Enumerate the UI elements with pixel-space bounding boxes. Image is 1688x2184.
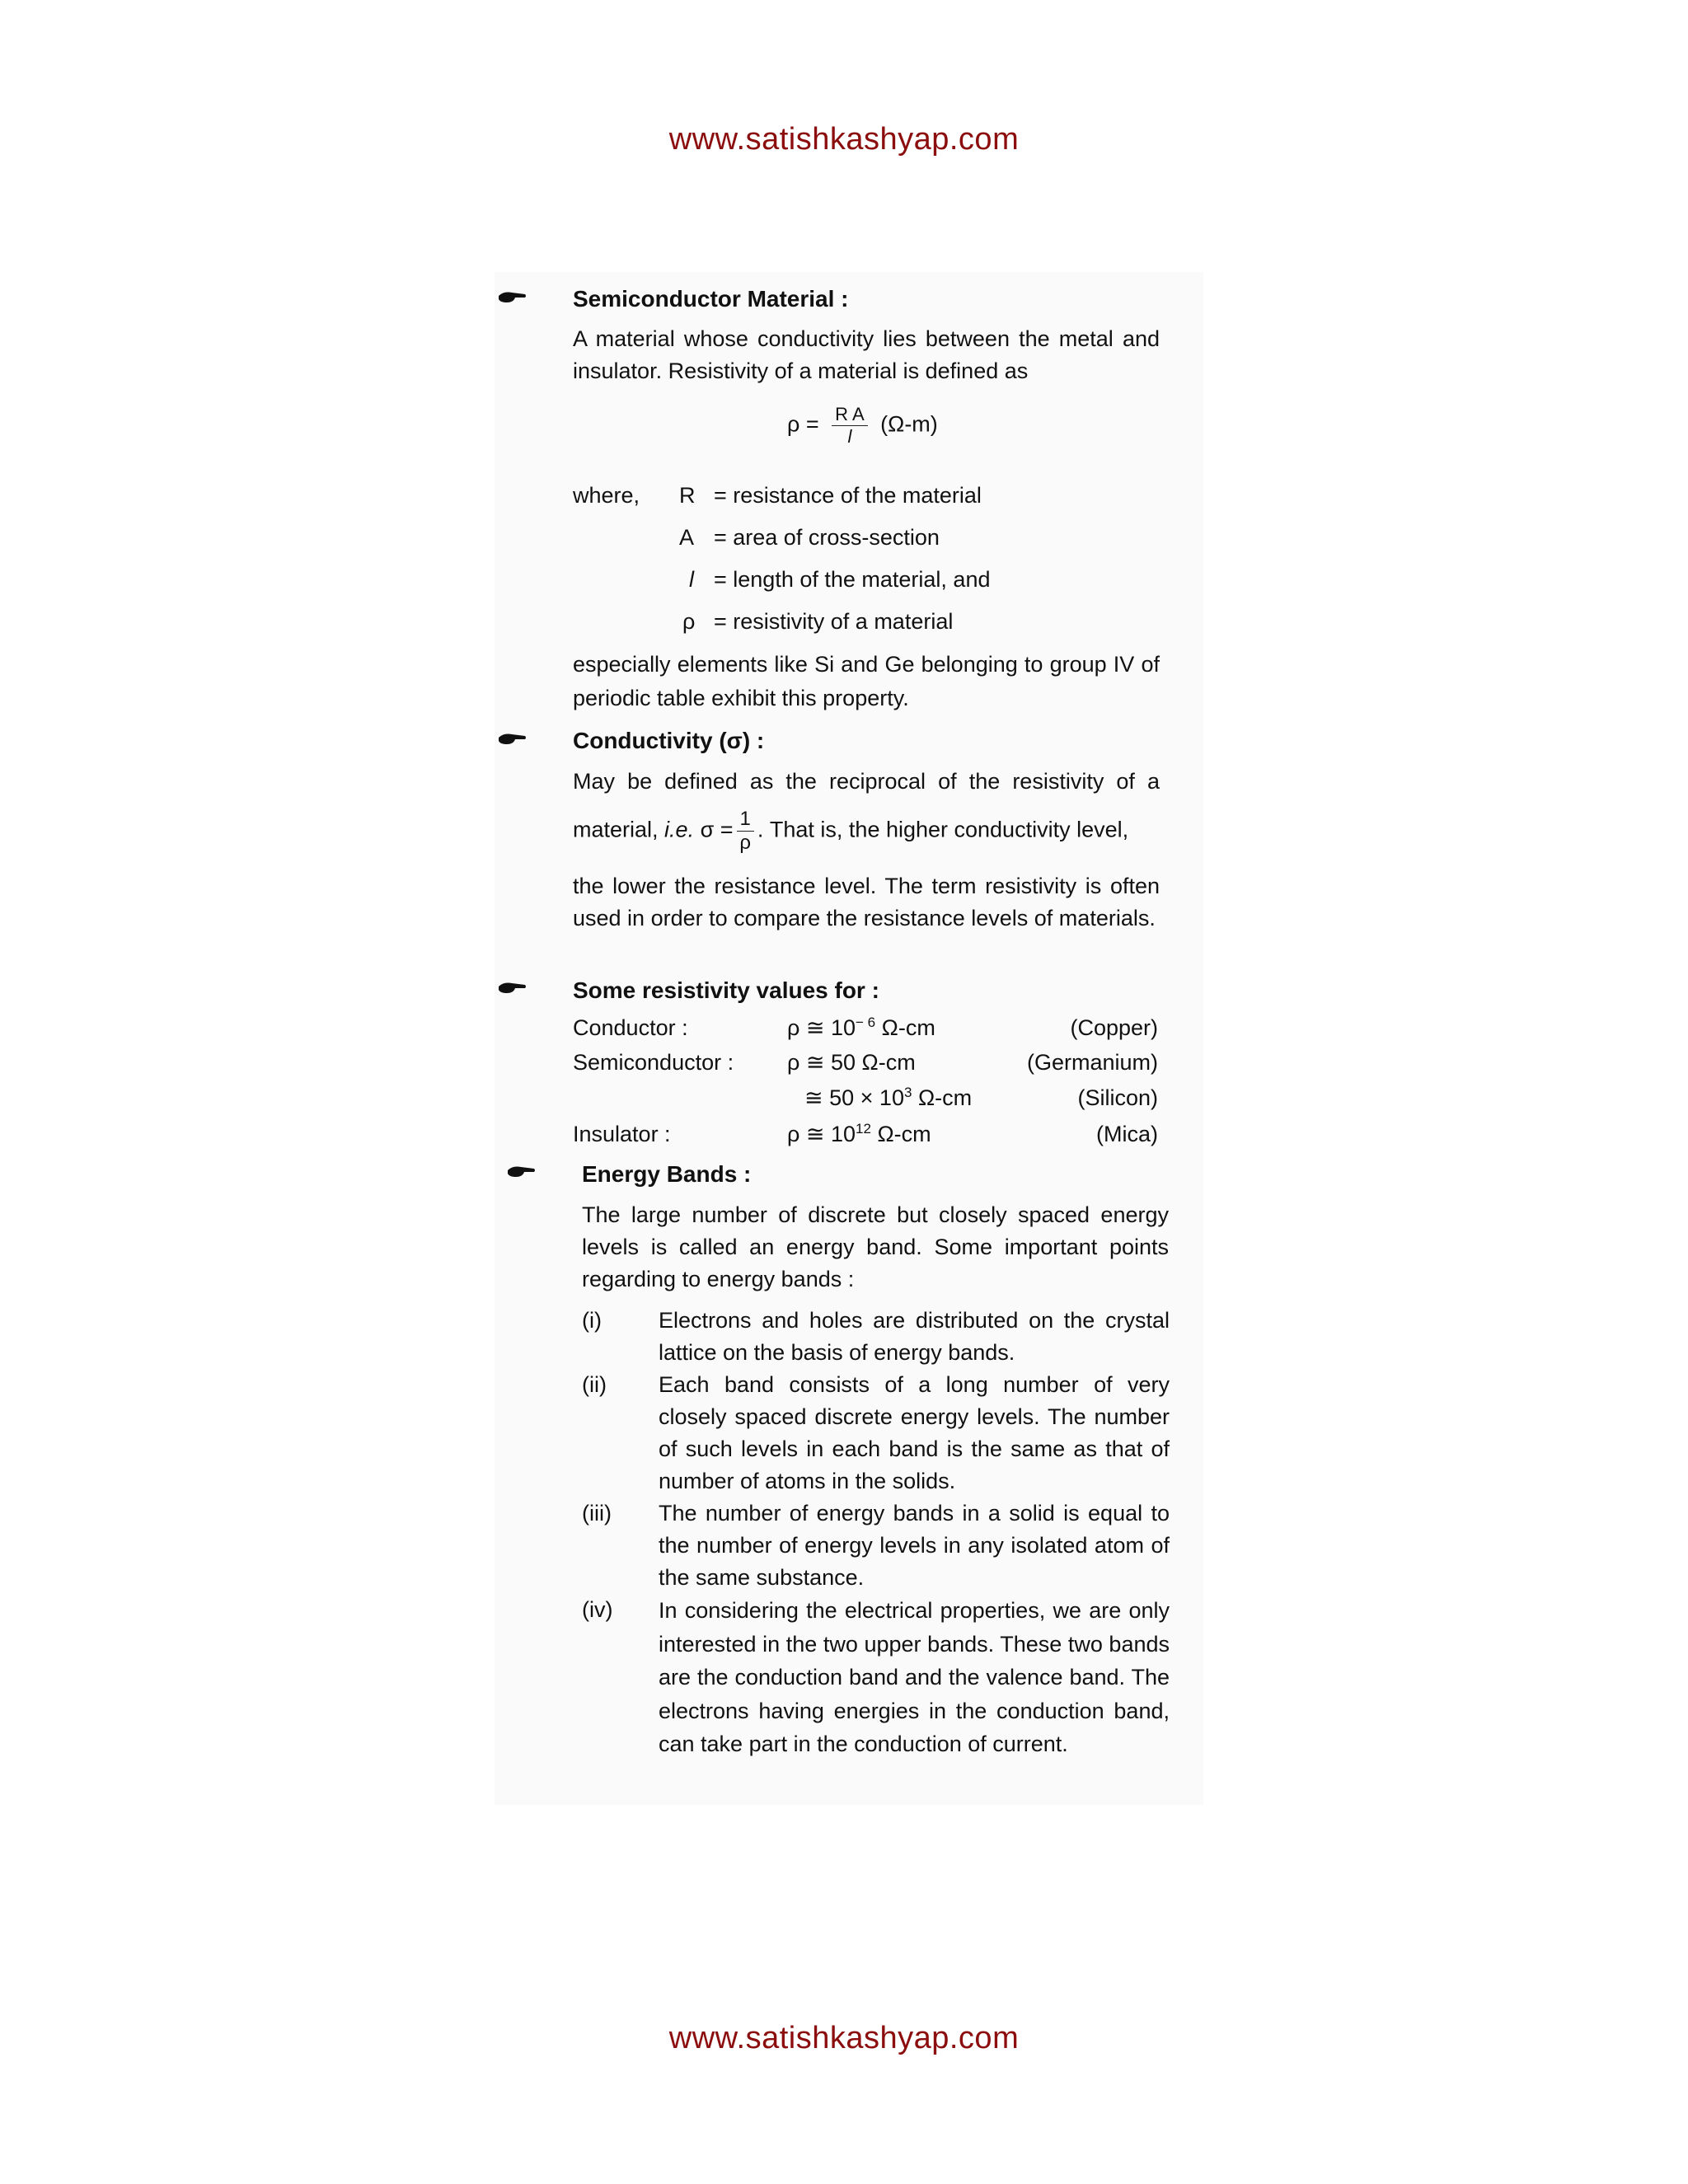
resistivity-material: (Copper): [1070, 1015, 1158, 1040]
def-text: = length of the material, and: [714, 567, 991, 592]
pointing-hand-icon: [497, 978, 527, 996]
formula-unit: (Ω-m): [880, 411, 938, 437]
def-text: = resistance of the material: [714, 483, 982, 508]
value-base: ρ ≅ 10: [787, 1122, 856, 1146]
pointing-hand-icon: [506, 1162, 536, 1180]
formula-denominator: l: [847, 426, 852, 447]
conductivity-ie: i.e.: [664, 817, 695, 842]
where-label: where,: [573, 483, 640, 508]
conductivity-heading: Conductivity (σ) :: [573, 728, 765, 753]
conductivity-rest: the lower the resistance level. The term resistivity is often used in order to compare the resistance levels of materials.: [573, 874, 1160, 930]
conductivity-line1: May be defined as the reciprocal of the resistivity of a: [573, 769, 1160, 794]
list-item-text: The number of energy bands in a solid is equal to the number of energy levels in any isolated atom of the same substance.: [659, 1501, 1170, 1590]
def-text: = area of cross-section: [714, 525, 940, 550]
pointing-hand-icon: [497, 288, 527, 306]
conductivity-frac-den: ρ: [739, 832, 752, 854]
formula-lhs: ρ =: [787, 411, 819, 437]
value-unit: Ω-cm: [875, 1015, 935, 1040]
value-exponent: − 6: [856, 1015, 876, 1030]
list-item-number: (i): [582, 1308, 602, 1333]
list-item-text: In considering the electrical properties, we are only interested in the two upper bands. These two bands are the conduction band and the valence band. The electrons having energies in the conduction band, can take part in the conduction of current.: [659, 1598, 1170, 1756]
energy-intro: The large number of discrete but closely spaced energy levels is called an energy band. Some important points regarding to energy bands :: [582, 1202, 1169, 1291]
value-exponent: 3: [903, 1085, 912, 1100]
list-item-text: Each band consists of a long number of very closely spaced discrete energy levels. The number of such levels in each band is the same as that of number of atoms in the solids.: [659, 1372, 1170, 1493]
conductivity-sigma: σ =: [700, 817, 734, 842]
def-sym: A: [679, 525, 695, 550]
conductivity-line2-pre: material,: [573, 817, 659, 842]
resistivity-label: Semiconductor :: [573, 1050, 734, 1075]
list-item-text: Electrons and holes are distributed on the crystal lattice on the basis of energy bands.: [659, 1308, 1170, 1365]
conductivity-formula-line: [573, 808, 1128, 855]
def-text: = resistivity of a material: [714, 609, 954, 634]
formula-numerator: R A: [832, 404, 867, 426]
list-item-number: (iii): [582, 1501, 612, 1526]
header-url[interactable]: www.satishkashyap.com: [668, 122, 1020, 157]
resistivity-heading: Some resistivity values for :: [573, 977, 879, 1003]
resistivity-value: [787, 1118, 931, 1151]
resistivity-value: [787, 1012, 935, 1044]
semiconductor-intro: A material whose conductivity lies between the metal and insulator. Resistivity of a material is defined as: [573, 326, 1160, 383]
value-unit: Ω-cm: [870, 1122, 931, 1146]
semiconductor-outro: especially elements like Si and Ge belonging to group IV of periodic table exhibit this property.: [573, 652, 1160, 710]
resistivity-value: [787, 1047, 916, 1079]
pointing-hand-icon: [497, 729, 527, 748]
list-item-number: (ii): [582, 1372, 607, 1397]
list-item-number: (iv): [582, 1597, 613, 1622]
def-sym: l: [689, 567, 694, 592]
resistivity-label: Insulator :: [573, 1122, 671, 1146]
resistivity-formula: [787, 404, 938, 448]
resistivity-value: [804, 1082, 972, 1114]
def-sym: R: [679, 483, 696, 508]
value-base: ρ ≅ 10: [787, 1015, 856, 1040]
value-base: ≅ 50 × 10: [804, 1085, 904, 1110]
conductivity-frac-num: 1: [737, 808, 754, 832]
semiconductor-heading: Semiconductor Material :: [573, 286, 849, 312]
conductivity-line2-post: . That is, the higher conductivity level,: [757, 817, 1129, 842]
resistivity-material: (Mica): [1096, 1122, 1158, 1146]
resistivity-material: (Silicon): [1077, 1085, 1158, 1110]
value-unit: Ω-cm: [912, 1085, 973, 1110]
resistivity-label: Conductor :: [573, 1015, 688, 1040]
value-exponent: 12: [856, 1121, 871, 1137]
value-base: ρ ≅ 50 Ω-cm: [787, 1050, 916, 1075]
formula-fraction: [832, 404, 867, 448]
footer-url[interactable]: www.satishkashyap.com: [668, 2021, 1020, 2055]
conductivity-fraction: [737, 808, 754, 855]
energy-heading: Energy Bands :: [582, 1161, 752, 1187]
resistivity-material: (Germanium): [1026, 1050, 1158, 1075]
def-sym: ρ: [682, 609, 696, 634]
